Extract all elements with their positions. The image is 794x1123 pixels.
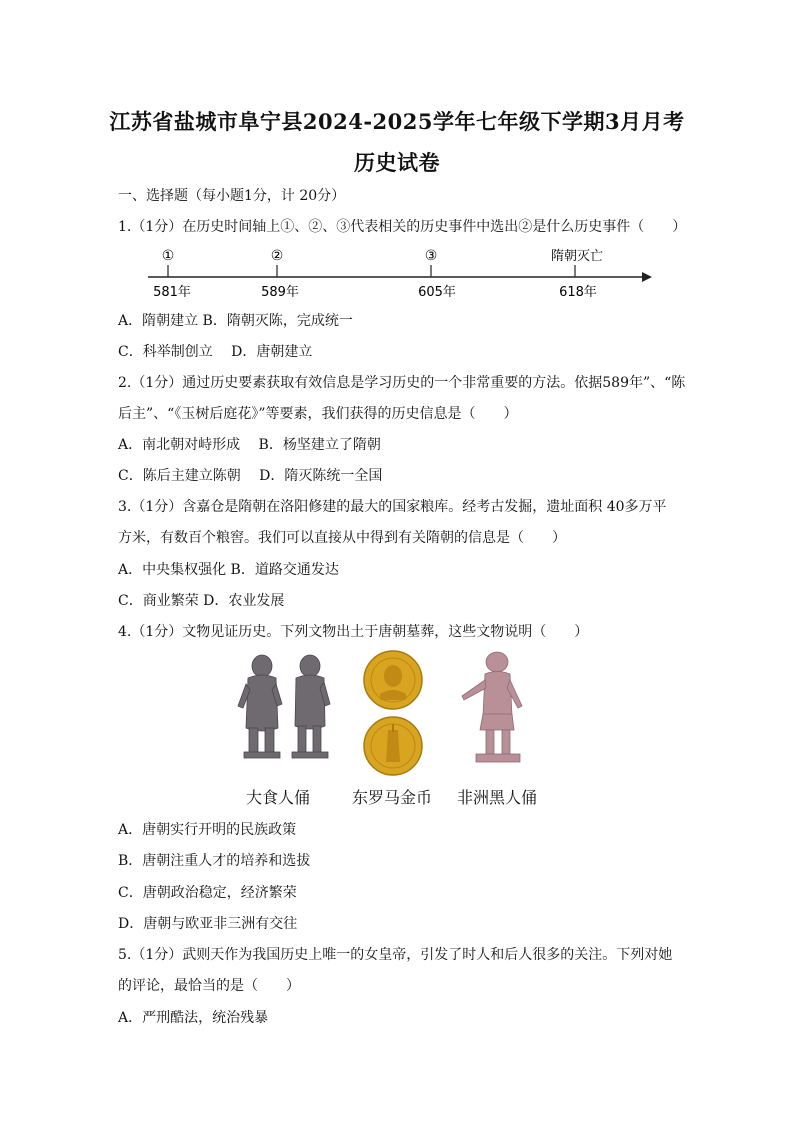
q3-stem-line1: 3.（1分）含嘉仓是隋朝在洛阳修建的最大的国家粮库。经考古发掘，遗址面积 40多万平 xyxy=(118,499,667,515)
dashi-figurine-image xyxy=(238,655,330,758)
q3-options-line1: A．中央集权强化 B．道路交通发达 xyxy=(118,562,339,578)
q5-option-a: A．严刑酷法，统治残暴 xyxy=(118,1010,269,1026)
q5-stem-line1: 5.（1分）武则天作为我国历史上唯一的女皇帝，引发了时人和后人很多的关注。下列对她 xyxy=(118,947,673,963)
exam-title-line1: 江苏省盐城市阜宁县2024-2025学年七年级下学期3月月考 xyxy=(109,109,685,134)
timeline-marker-2 xyxy=(261,248,299,300)
caption-byzantine-coin: 东罗马金币 xyxy=(352,788,433,807)
timeline-marker-label: 隋朝灭亡 xyxy=(550,249,604,264)
q3-options-line2: C．商业繁荣 D．农业发展 xyxy=(118,593,285,609)
timeline-marker-1 xyxy=(153,248,191,300)
timeline-year: 618年 xyxy=(559,285,597,300)
q1-options-line1: A．隋朝建立 B．隋朝灭陈，完成统一 xyxy=(118,313,353,329)
q2-stem-line2: 后主”、“《玉树后庭花》”等要素，我们获得的历史信息是（ ） xyxy=(118,406,518,422)
q2-options-line1: A．南北朝对峙形成 B．杨坚建立了隋朝 xyxy=(118,437,381,453)
q4-option-b: B．唐朝注重人才的培养和选拔 xyxy=(118,853,311,869)
timeline-year: 589年 xyxy=(261,285,299,300)
q1-stem: 1.（1分）在历史时间轴上①、②、③代表相关的历史事件中选出②是什么历史事件（ ） xyxy=(118,219,687,235)
byzantine-gold-coin-image xyxy=(364,651,422,775)
q4-artifact-photos xyxy=(230,650,560,790)
timeline-marker-label: ③ xyxy=(424,248,438,264)
exam-title-line2: 历史试卷 xyxy=(354,150,440,175)
timeline-year: 581年 xyxy=(153,285,191,300)
timeline-marker-label: ② xyxy=(270,248,284,264)
q2-options-line2: C．陈后主建立陈朝 D．隋灭陈统一全国 xyxy=(118,468,383,484)
timeline-arrow xyxy=(642,272,652,282)
q5-stem-line2: 的评论，最恰当的是（ ） xyxy=(118,978,300,994)
q1-options-line2: C．科举制创立 D．唐朝建立 xyxy=(118,344,313,360)
caption-dashi-figurine: 大食人俑 xyxy=(246,788,311,807)
q3-stem-line2: 方米，有数百个粮窖。我们可以直接从中得到有关隋朝的信息是（ ） xyxy=(118,530,566,546)
q4-option-c: C．唐朝政治稳定，经济繁荣 xyxy=(118,885,297,901)
q4-stem: 4.（1分）文物见证历史。下列文物出土于唐朝墓葬，这些文物说明（ ） xyxy=(118,624,589,640)
q1-timeline xyxy=(140,240,660,310)
q4-option-a: A．唐朝实行开明的民族政策 xyxy=(118,822,297,838)
timeline-marker-3 xyxy=(418,248,456,300)
timeline-marker-label: ① xyxy=(161,248,175,264)
section-header: 一、选择题（每小题1分，计 20分） xyxy=(118,188,346,204)
timeline-year: 605年 xyxy=(418,285,456,300)
african-figurine-image xyxy=(462,652,522,762)
q2-stem-line1: 2.（1分）通过历史要素获取有效信息是学习历史的一个非常重要的方法。依据589年”、“陈 xyxy=(118,375,686,391)
timeline-marker-4 xyxy=(551,248,603,300)
q4-option-d: D．唐朝与欧亚非三洲有交往 xyxy=(118,916,298,932)
caption-african-figurine: 非洲黑人俑 xyxy=(457,788,538,807)
